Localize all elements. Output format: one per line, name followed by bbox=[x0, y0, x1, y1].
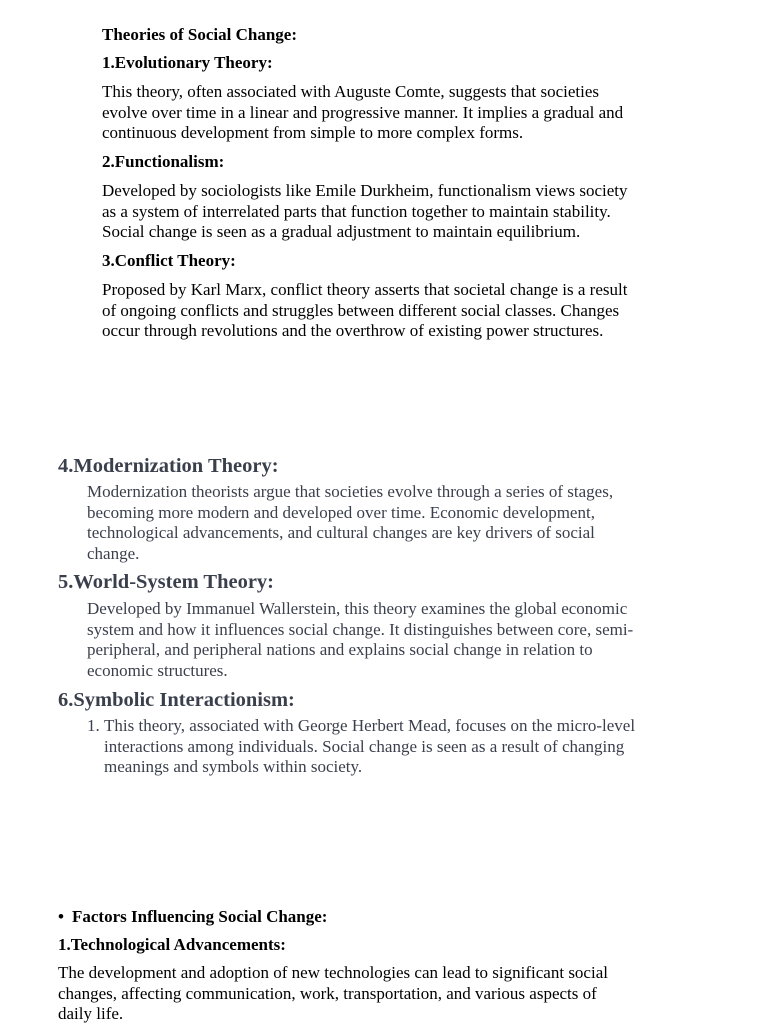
text-line: meanings and symbols within society. bbox=[104, 757, 363, 776]
text-line: Developed by Immanuel Wallerstein, this theory examines the global economic bbox=[87, 599, 628, 618]
theory-body-conflict bbox=[102, 280, 742, 342]
theory-heading-modernization: 4.Modernization Theory: bbox=[58, 455, 279, 477]
text-line: interactions among individuals. Social change is seen as a result of changing bbox=[104, 736, 625, 756]
theory-heading-functionalism: 2.Functionalism: bbox=[102, 152, 225, 171]
theory-body-evolutionary bbox=[102, 82, 742, 144]
text-line: technological advancements, and cultural changes are key drivers of social bbox=[87, 523, 595, 542]
factors-title-row bbox=[58, 907, 327, 927]
text-line: as a system of interrelated parts that function together to maintain stability. bbox=[102, 201, 611, 221]
theory-heading-evolutionary: 1.Evolutionary Theory: bbox=[102, 53, 273, 72]
text-line: The development and adoption of new technologies can lead to significant social bbox=[58, 963, 608, 982]
theory-body-symbolic-interactionism bbox=[87, 716, 747, 778]
text-line: Social change is seen as a gradual adjustment to maintain equilibrium. bbox=[102, 222, 581, 241]
theory-heading-world-system: 5.World-System Theory: bbox=[58, 571, 275, 593]
text-line: daily life. bbox=[58, 1004, 124, 1023]
text-line: peripheral, and peripheral nations and explains social change in relation to bbox=[87, 640, 593, 659]
text-line: Proposed by Karl Marx, conflict theory asserts that societal change is a result bbox=[102, 280, 628, 299]
text-line: changes, affecting communication, work, transportation, and various aspects of bbox=[58, 983, 597, 1003]
list-marker: 1. bbox=[87, 716, 100, 735]
factor-heading-technological: 1.Technological Advancements: bbox=[58, 935, 286, 954]
text-line: becoming more modern and developed over time. Economic development, bbox=[87, 502, 595, 522]
text-line: evolve over time in a linear and progressive manner. It implies a gradual and bbox=[102, 102, 624, 122]
text-line: Modernization theorists argue that societies evolve through a series of stages, bbox=[87, 482, 614, 501]
theory-body-world-system bbox=[87, 599, 747, 681]
text-line: system and how it influences social change. It distinguishes between core, semi- bbox=[87, 619, 634, 639]
list-item-text bbox=[104, 716, 747, 778]
theory-heading-symbolic-interactionism: 6.Symbolic Interactionism: bbox=[58, 689, 295, 711]
factor-body-technological bbox=[58, 963, 748, 1025]
section-title-factors: Factors Influencing Social Change: bbox=[72, 907, 328, 926]
text-line: Developed by sociologists like Emile Durkheim, functionalism views society bbox=[102, 181, 628, 200]
theory-body-modernization bbox=[87, 482, 747, 564]
text-line: occur through revolutions and the overthrow of existing power structures. bbox=[102, 321, 604, 340]
section-title-theories: Theories of Social Change: bbox=[102, 25, 298, 44]
text-line: This theory, associated with George Herbert Mead, focuses on the micro-level bbox=[104, 716, 636, 735]
text-line: change. bbox=[87, 543, 140, 563]
text-line: This theory, often associated with Auguste Comte, suggests that societies bbox=[102, 82, 600, 101]
bullet-icon: • bbox=[58, 907, 64, 926]
text-line: economic structures. bbox=[87, 660, 228, 680]
theory-body-functionalism bbox=[102, 181, 742, 243]
theory-heading-conflict: 3.Conflict Theory: bbox=[102, 251, 236, 270]
text-line: continuous development from simple to more complex forms. bbox=[102, 123, 524, 142]
text-line: of ongoing conflicts and struggles between different social classes. Changes bbox=[102, 300, 620, 320]
